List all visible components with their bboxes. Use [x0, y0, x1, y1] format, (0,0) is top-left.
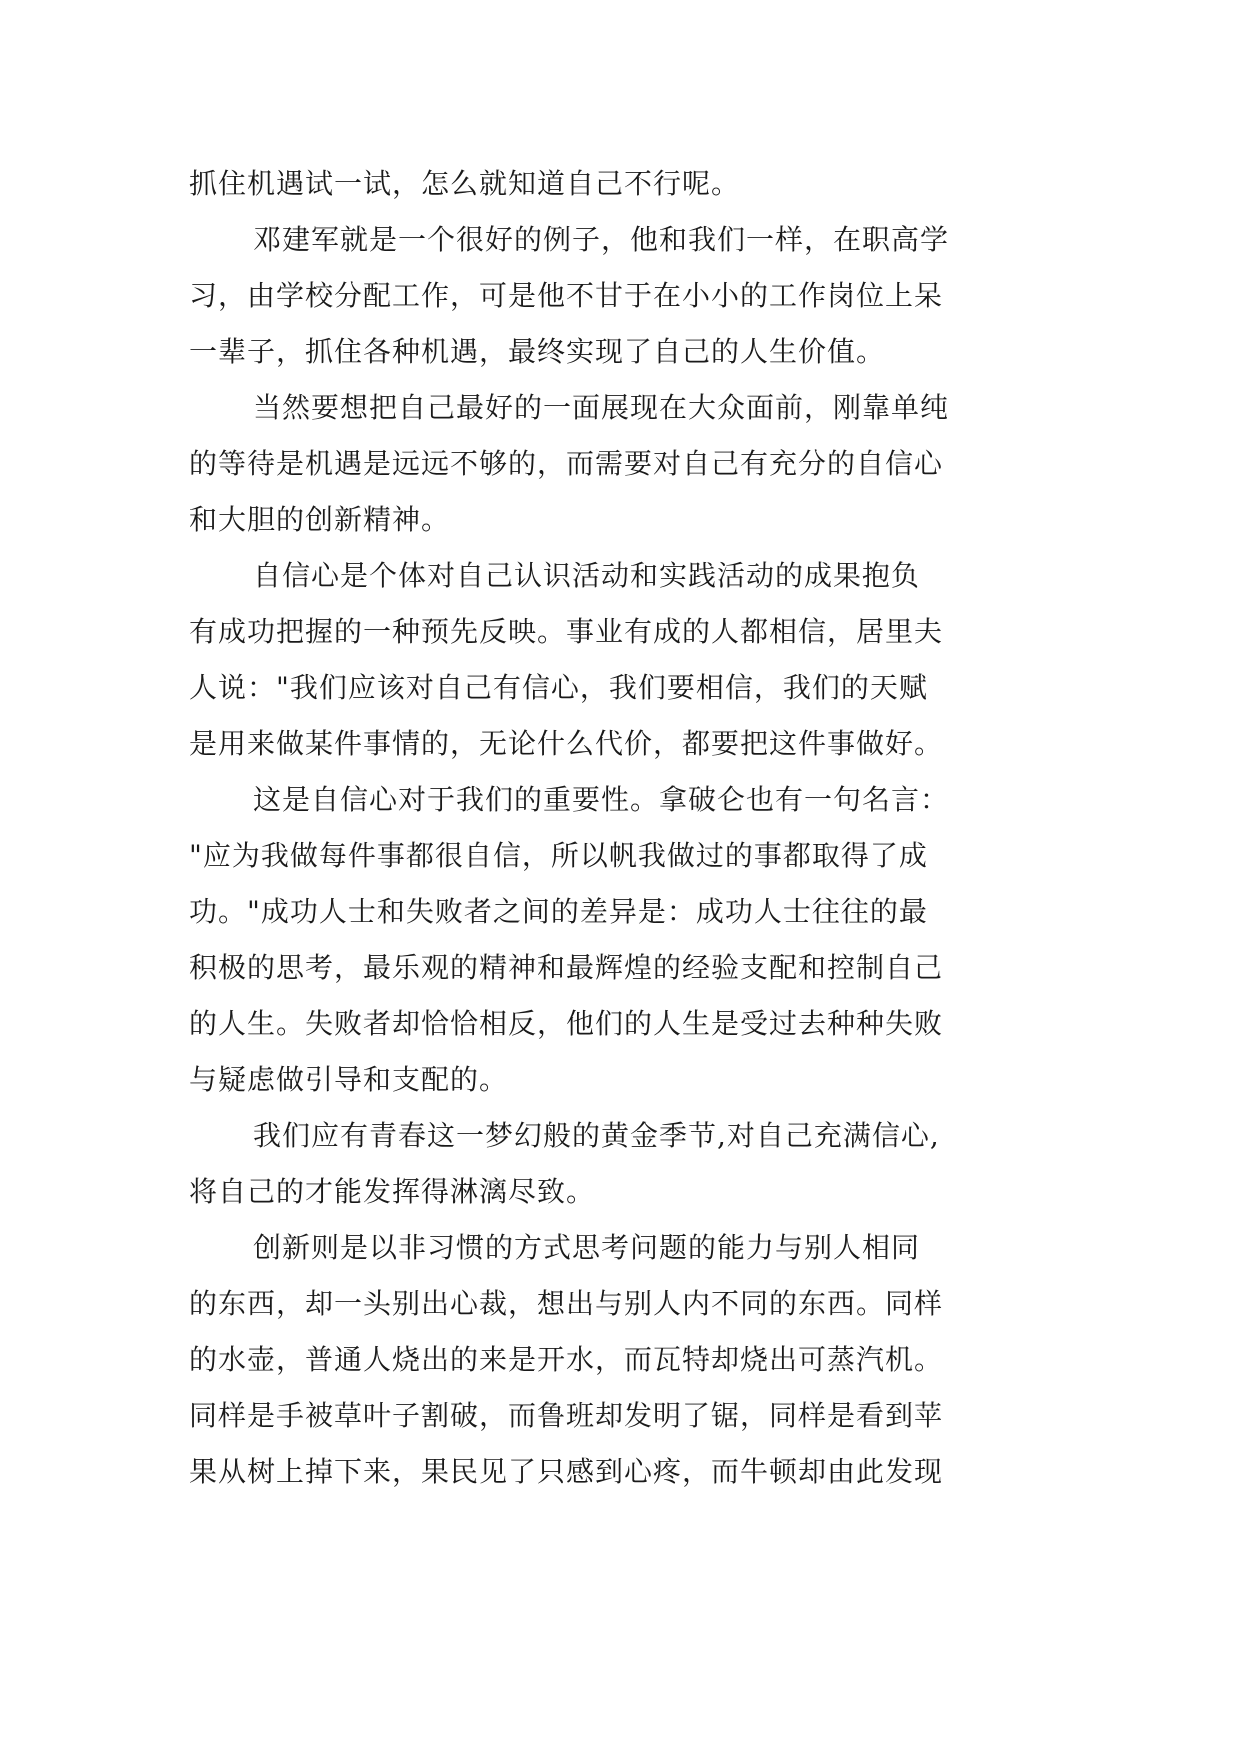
- paragraph-first-line: 当然要想把自己最好的一面展现在大众面前，刚靠单纯: [253, 391, 950, 424]
- text-line: 习，由学校分配工作，可是他不甘于在小小的工作岗位上呆: [189, 279, 944, 312]
- text-line: "应为我做每件事都很自信，所以帆我做过的事都取得了成: [189, 839, 928, 872]
- paragraph-first-line: 自信心是个体对自己认识活动和实践活动的成果抱负: [253, 559, 921, 592]
- text-line: 有成功把握的一种预先反映。事业有成的人都相信，居里夫: [189, 615, 944, 648]
- text-line: 同样是手被草叶子割破，而鲁班却发明了锯，同样是看到苹: [189, 1399, 944, 1432]
- text-line: 将自己的才能发挥得淋漓尽致。: [189, 1175, 596, 1208]
- text-line: 的东西，却一头别出心裁，想出与别人内不同的东西。同样: [189, 1287, 944, 1320]
- text-line: 的人生。失败者却恰恰相反，他们的人生是受过去种种失败: [189, 1007, 944, 1040]
- text-line: 的水壶，普通人烧出的来是开水，而瓦特却烧出可蒸汽机。: [189, 1343, 944, 1376]
- text-line: 积极的思考，最乐观的精神和最辉煌的经验支配和控制自己: [189, 951, 944, 984]
- body-text: [189, 156, 1069, 1500]
- text-line: 果从树上掉下来，果民见了只感到心疼，而牛顿却由此发现: [189, 1455, 944, 1488]
- paragraph-first-line: 我们应有青春这一梦幻般的黄金季节,对自己充满信心,: [253, 1119, 940, 1152]
- text-line: 功。"成功人士和失败者之间的差异是：成功人士往往的最: [189, 895, 928, 928]
- text-line: 是用来做某件事情的，无论什么代价，都要把这件事做好。: [189, 727, 944, 760]
- text-line: 和大胆的创新精神。: [189, 503, 451, 536]
- text-line: 与疑虑做引导和支配的。: [189, 1063, 509, 1096]
- text-line: 抓住机遇试一试，怎么就知道自己不行呢。: [189, 167, 741, 200]
- text-line: 人说："我们应该对自己有信心，我们要相信，我们的天赋: [189, 671, 928, 704]
- text-line: 一辈子，抓住各种机遇，最终实现了自己的人生价值。: [189, 335, 886, 368]
- text-line: 的等待是机遇是远远不够的，而需要对自己有充分的自信心: [189, 447, 944, 480]
- paragraph-first-line: 邓建军就是一个很好的例子，他和我们一样，在职高学: [253, 223, 950, 256]
- paragraph-first-line: 创新则是以非习惯的方式思考问题的能力与别人相同: [253, 1231, 921, 1264]
- paragraph-first-line: 这是自信心对于我们的重要性。拿破仑也有一句名言：: [253, 783, 950, 816]
